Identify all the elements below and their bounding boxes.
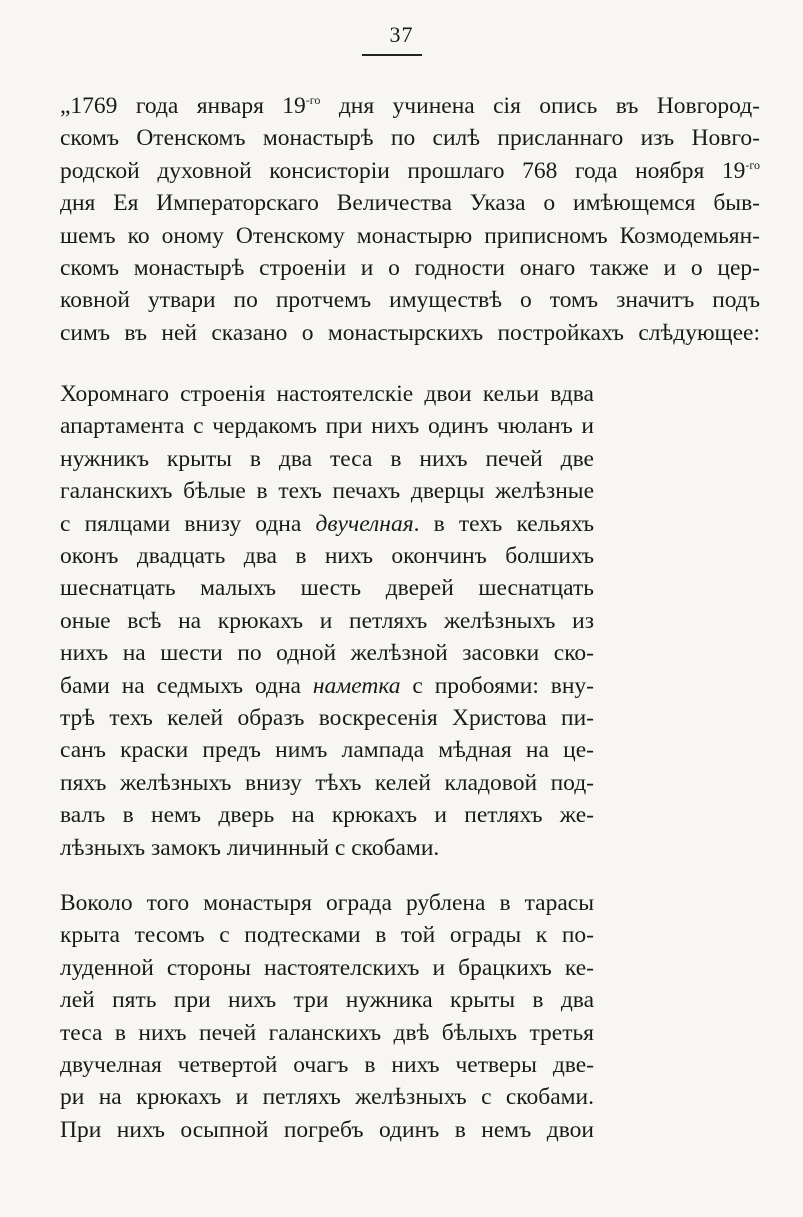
text-line: луденной стороны настоятелскихъ и брацкихъ ке- bbox=[60, 954, 594, 981]
text-line: лѣзныхъ замокъ личинный с скобами. bbox=[60, 834, 440, 861]
paragraph-inventory-intro bbox=[60, 90, 760, 349]
text-line: шеснатцать малыхъ шесть дверей шеснатцать bbox=[60, 575, 594, 602]
text-line: шемъ ко оному Отенскому монастырю приписномъ Козмодемьян- bbox=[60, 222, 760, 249]
text-line-content: с пялцами внизу одна двучелная. в техъ кельяхъ bbox=[60, 510, 594, 537]
paragraph-superior-cells bbox=[60, 378, 594, 864]
text-line: двучелная четвертой очагъ в нихъ четверы две- bbox=[60, 1052, 594, 1079]
text-line bbox=[60, 670, 594, 702]
text-line: скомъ монастырѣ строеніи и о годности онаго также и о цер- bbox=[60, 255, 760, 282]
text-line: пяхъ желѣзныхъ внизу тѣхъ келей кладовой под- bbox=[60, 769, 594, 796]
text-line: галанскихъ бѣлые в техъ печахъ дверцы желѣзные bbox=[60, 478, 594, 505]
text-line: теса в нихъ печей галанскихъ двѣ бѣлыхъ третья bbox=[60, 1019, 594, 1046]
text-line: апартамента с чердакомъ при нихъ одинъ чюланъ и bbox=[60, 413, 594, 440]
text-line: дня Ея Императорскаго Величества Указа о имѣющемся быв- bbox=[60, 190, 760, 217]
text-line: нихъ на шести по одной желѣзной засовки ско- bbox=[60, 640, 594, 667]
text-line: ри на крюкахъ и петляхъ желѣзныхъ с скобами. bbox=[60, 1084, 594, 1111]
text-line bbox=[60, 508, 594, 540]
text-line: Хоромнаго строенія настоятелскіе двои кельи вдва bbox=[60, 381, 594, 407]
superscript-go: -го bbox=[305, 93, 321, 108]
text-line-content: „1769 года января $19^{-го}$ дня учинена сія опись въ Новгород- bbox=[60, 93, 760, 119]
text-line: Воколо того монастыря ограда рублена в тарасы bbox=[60, 890, 594, 916]
text-line: трѣ техъ келей образъ воскресенія Христова пи- bbox=[60, 705, 594, 732]
text-line: нужникъ крыты в два теса в нихъ печей две bbox=[60, 445, 594, 472]
text-line: крыта тесомъ с подтесками в той ограды к по- bbox=[60, 922, 594, 949]
text-line: оконъ двадцать два в нихъ окончинъ болшихъ bbox=[60, 543, 594, 570]
text-line: симъ въ ней сказано о монастырскихъ постройкахъ слѣдующее: bbox=[60, 319, 760, 346]
page-number: 37 bbox=[389, 22, 414, 47]
text-line: скомъ Отенскомъ монастырѣ по силѣ присланнаго изъ Новго- bbox=[60, 125, 760, 152]
text-line: валъ в немъ дверь на крюкахъ и петляхъ же- bbox=[60, 802, 594, 829]
text-line: санъ краски предъ нимъ лампада мѣдная на це- bbox=[60, 737, 594, 764]
text-line-content: родской духовной консисторіи прошлаго 768 года ноября $19^{-го}$ bbox=[60, 157, 760, 184]
text-line bbox=[60, 155, 760, 187]
text-line: При нихъ осыпной погребъ одинъ в немъ двои bbox=[60, 1116, 594, 1143]
paragraph-monastery-fence bbox=[60, 887, 594, 1146]
text-line: лей пять при нихъ три нужника крыты в два bbox=[60, 987, 594, 1014]
header-rule bbox=[362, 54, 422, 56]
text-line: ковной утвари по протчемъ имуществѣ о томъ значитъ подъ bbox=[60, 287, 760, 314]
text-line bbox=[60, 90, 760, 122]
text-line: оные всѣ на крюкахъ и петляхъ желѣзныхъ из bbox=[60, 607, 594, 634]
text-line-content: бами на седмыхъ одна наметка с пробоями: вну- bbox=[60, 672, 594, 699]
superscript-go: -го bbox=[745, 157, 760, 172]
